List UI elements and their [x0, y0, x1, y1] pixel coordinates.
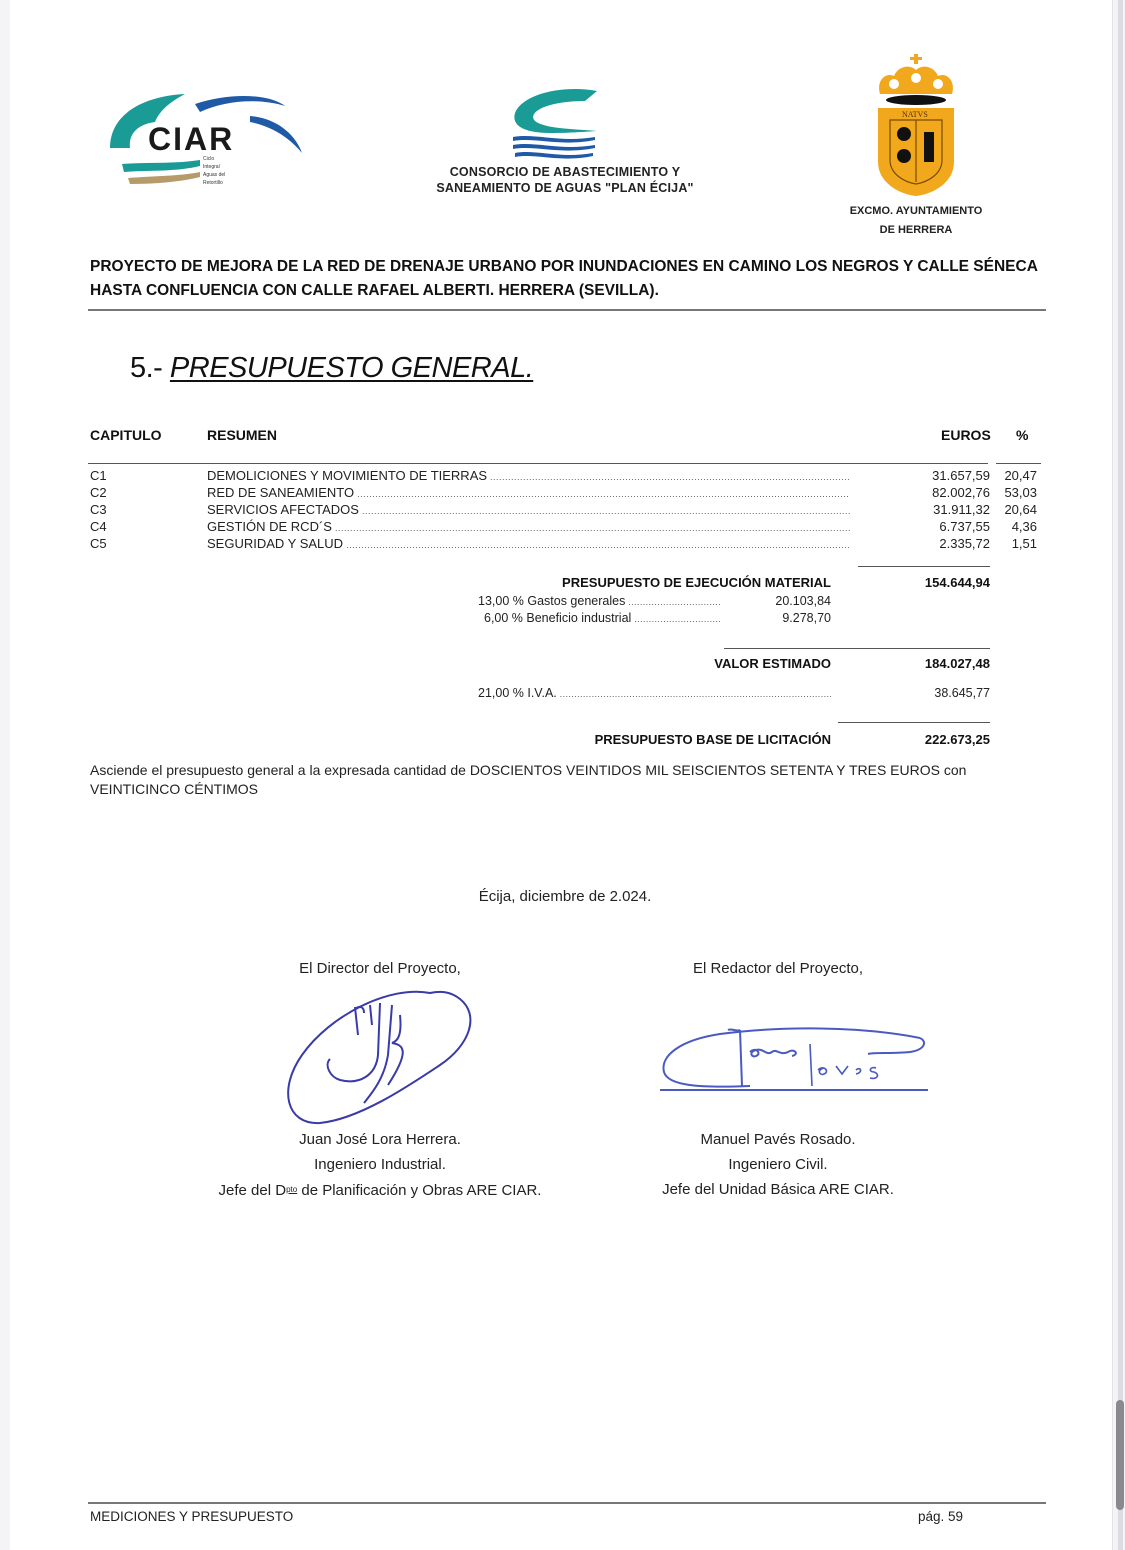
row-code: C2: [90, 485, 107, 500]
row-code: C1: [90, 468, 107, 483]
svg-text:Aguas del: Aguas del: [203, 172, 226, 178]
gastos-generales-value: 20.103,84: [775, 594, 831, 608]
table-row: [0, 484, 1125, 501]
footer-section-name: MEDICIONES Y PRESUPUESTO: [90, 1509, 294, 1524]
valor-estimado-value: 184.027,48: [924, 656, 990, 671]
section-title: [130, 352, 533, 385]
column-header-euros: EUROS: [941, 427, 991, 443]
director-name: Juan José Lora Herrera.: [299, 1131, 461, 1148]
redactor-position: Jefe del Unidad Básica ARE CIAR.: [662, 1181, 894, 1198]
project-title: [90, 255, 1050, 303]
svg-text:Integral: Integral: [203, 164, 220, 170]
row-percent: 4,36: [1011, 519, 1037, 534]
pem-divider: [858, 566, 990, 567]
ciar-logo: [100, 88, 310, 198]
pem-value: 154.644,94: [924, 575, 990, 590]
pbl-value: 222.673,25: [924, 732, 990, 747]
herrera-coat-of-arms: [872, 54, 962, 199]
director-details: [170, 1127, 590, 1203]
iva-value: 38.645,77: [934, 686, 990, 700]
scrollbar-track[interactable]: [1118, 0, 1123, 1550]
director-signature-icon: [280, 985, 480, 1130]
consorcio-wave-icon: [505, 85, 615, 165]
column-header-capitulo: CAPITULO: [90, 427, 162, 443]
coat-of-arms-icon: [872, 54, 962, 199]
row-euros: 6.737,55: [939, 519, 990, 534]
pbl-label: PRESUPUESTO BASE DE LICITACIÓN: [594, 732, 831, 747]
herrera-caption-line-1: EXCMO. AYUNTAMIENTO: [849, 205, 983, 217]
consorcio-caption-line-2: SANEAMIENTO DE AGUAS "PLAN ÉCIJA": [436, 181, 694, 195]
gastos-generales-label: 13,00 % Gastos generales .....: [478, 594, 720, 608]
redactor-name: Manuel Pavés Rosado.: [700, 1131, 856, 1148]
row-percent: 20,47: [1004, 468, 1037, 483]
ciar-logo-icon: [100, 88, 310, 198]
pem-label: PRESUPUESTO DE EJECUCIÓN MATERIAL: [562, 575, 831, 590]
consorcio-caption: [420, 164, 710, 196]
section-number: 5.-: [130, 352, 163, 384]
row-euros: 82.002,76: [932, 485, 990, 500]
row-euros: 2.335,72: [939, 536, 990, 551]
scrollbar-thumb[interactable]: [1116, 1400, 1124, 1510]
header-divider: [88, 463, 988, 464]
consorcio-caption-line-1: CONSORCIO DE ABASTECIMIENTO Y: [449, 165, 681, 179]
beneficio-industrial-label: 6,00 % Beneficio industrial .....: [484, 611, 720, 625]
table-row: [0, 535, 1125, 552]
header-divider-percent: [996, 463, 1041, 464]
row-description: SERVICIOS AFECTADOS .....: [207, 501, 850, 520]
beneficio-industrial-value: 9.278,70: [782, 611, 831, 625]
svg-text:Retortillo: Retortillo: [203, 180, 223, 186]
table-row: [0, 467, 1125, 484]
redactor-details: [568, 1127, 988, 1202]
svg-text:Ciclo: Ciclo: [203, 156, 215, 162]
row-code: C4: [90, 519, 107, 534]
row-percent: 1,51: [1011, 536, 1037, 551]
director-title: Ingeniero Industrial.: [314, 1156, 446, 1173]
column-header-resumen: RESUMEN: [207, 427, 278, 443]
title-divider: [88, 309, 1046, 311]
project-title-line-2: HASTA CONFLUENCIA CON CALLE RAFAEL ALBERTI. HERRERA (SEVILLA).: [90, 282, 659, 299]
row-euros: 31.911,32: [933, 502, 990, 517]
row-euros: 31.657,59: [932, 468, 990, 483]
director-position-sup: pto: [286, 1185, 298, 1194]
valor-estimado-label: VALOR ESTIMADO: [714, 656, 831, 671]
row-description: SEGURIDAD Y SALUD .....: [207, 535, 850, 554]
footer-page-number: pág. 59: [918, 1509, 964, 1524]
project-title-line-1: PROYECTO DE MEJORA DE LA RED DE DRENAJE URBANO POR INUNDACIONES EN CAMINO LOS NEGROS Y CALLE SÉNECA: [90, 258, 1038, 275]
herrera-caption-line-2: DE HERRERA: [879, 224, 953, 236]
amount-in-words-line-2: VEINTICINCO CÉNTIMOS: [90, 781, 259, 797]
viewer-right-margin: [1112, 0, 1125, 1550]
section-title-text: PRESUPUESTO GENERAL.: [169, 352, 534, 384]
ciar-logo-text: CIAR: [148, 121, 235, 157]
row-percent: 20,64: [1004, 502, 1037, 517]
table-row: [0, 501, 1125, 518]
director-position: [170, 1177, 590, 1203]
redactor-role: El Redactor del Proyecto,: [692, 960, 864, 977]
footer-divider: [88, 1502, 1046, 1504]
consorcio-logo: [505, 85, 615, 165]
row-code: C5: [90, 536, 107, 551]
valor-estimado-divider: [724, 648, 990, 649]
amount-in-words-line-1: Asciende el presupuesto general a la expresada cantidad de DOSCIENTOS VEINTIDOS MIL SEISCIENTOS SETENTA Y TRES EUROS con: [90, 762, 967, 778]
iva-label: 21,00 % I.V.A. .....: [478, 686, 831, 700]
row-code: C3: [90, 502, 107, 517]
director-role: El Director del Proyecto,: [299, 960, 461, 977]
viewer-left-margin: [0, 0, 10, 1550]
svg-text:NATVS: NATVS: [902, 110, 928, 119]
table-row: [0, 518, 1125, 535]
row-description: DEMOLICIONES Y MOVIMIENTO DE TIERRAS .....: [207, 467, 850, 486]
row-percent: 53,03: [1004, 485, 1037, 500]
row-description: RED DE SANEAMIENTO .....: [207, 484, 850, 503]
row-description: GESTIÓN DE RCD´S .....: [207, 518, 850, 537]
place-date: Écija, diciembre de 2.024.: [478, 888, 652, 905]
amount-in-words: [90, 761, 990, 799]
herrera-caption: [830, 202, 1002, 240]
pbl-divider: [838, 722, 990, 723]
director-position-post: de Planificación y Obras ARE CIAR.: [297, 1182, 542, 1199]
redactor-signature-icon: [660, 1020, 930, 1095]
director-position-pre: Jefe del D: [218, 1182, 287, 1199]
redactor-title: Ingeniero Civil.: [728, 1156, 828, 1173]
column-header-percent: %: [1016, 427, 1029, 443]
